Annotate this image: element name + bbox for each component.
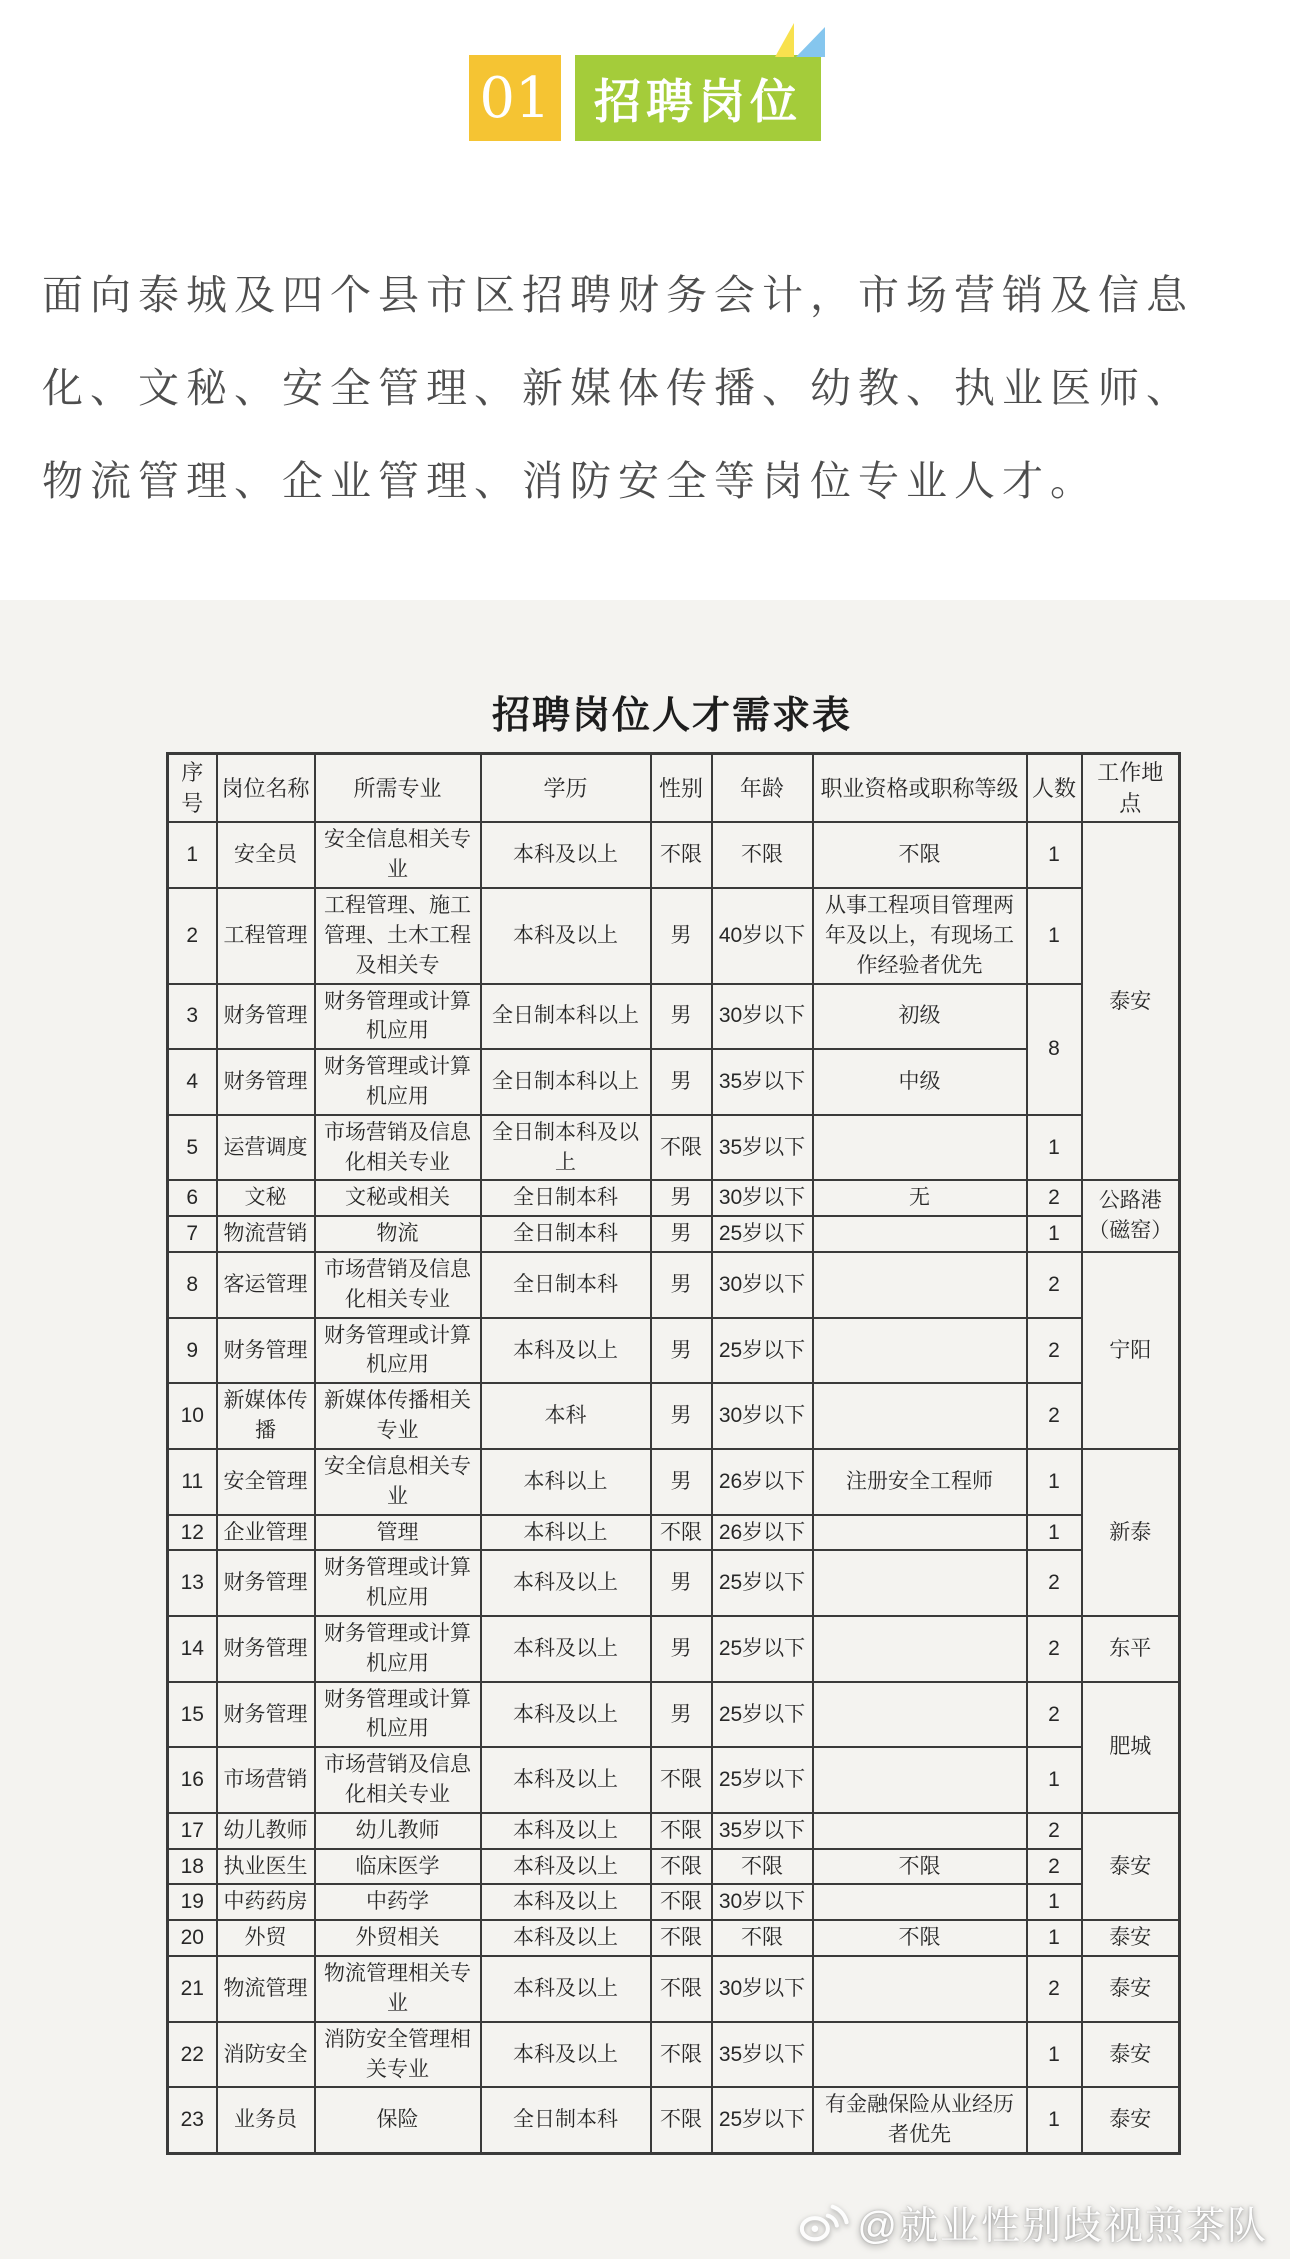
- row-education: 全日制本科: [481, 1216, 651, 1252]
- row-education: 本科及以上: [481, 1884, 651, 1920]
- row-qualification: [813, 1383, 1027, 1449]
- row-qualification: [813, 1216, 1027, 1252]
- row-education: 全日制本科: [481, 2087, 651, 2153]
- watermark-handle: @就业性别歧视煎茶队: [857, 2205, 1268, 2248]
- row-age: 25岁以下: [712, 1616, 813, 1682]
- table-title: 招聘岗位人才需求表: [491, 692, 852, 737]
- row-count: 1: [1027, 1449, 1082, 1515]
- row-gender: 不限: [651, 822, 712, 888]
- row-education: 本科及以上: [481, 1616, 651, 1682]
- row-age: 25岁以下: [712, 1318, 813, 1384]
- column-header: 学历: [481, 754, 651, 823]
- row-count: 1: [1027, 2022, 1082, 2088]
- row-qualification: 不限: [813, 822, 1027, 888]
- row-count: 1: [1027, 2087, 1082, 2153]
- row-count: 1: [1027, 1884, 1082, 1920]
- row-qualification: [813, 1318, 1027, 1384]
- column-header: 序号: [168, 754, 217, 823]
- row-qualification: [813, 1813, 1027, 1849]
- row-location: 宁阳: [1082, 1252, 1180, 1449]
- column-header: 人数: [1027, 754, 1082, 823]
- table-row: [168, 888, 1180, 983]
- row-gender: 男: [651, 1049, 712, 1115]
- row-gender: 不限: [651, 1849, 712, 1885]
- table-row: [168, 1383, 1180, 1449]
- row-major: 临床医学: [315, 1849, 481, 1885]
- row-education: 本科及以上: [481, 822, 651, 888]
- row-gender: 男: [651, 1318, 712, 1384]
- row-position: 物流营销: [217, 1216, 315, 1252]
- table-header-row: [168, 754, 1180, 823]
- row-no: 5: [168, 1115, 217, 1181]
- table-row: [168, 822, 1180, 888]
- row-gender: 男: [651, 1383, 712, 1449]
- row-gender: 男: [651, 1616, 712, 1682]
- column-header: 所需专业: [315, 754, 481, 823]
- row-location: 公路港（磁窑）: [1082, 1180, 1180, 1252]
- intro-line-2: 化、文秘、安全管理、新媒体传播、幼教、执业医师、: [42, 365, 1194, 411]
- row-qualification: [813, 1616, 1027, 1682]
- row-position: 外贸: [217, 1920, 315, 1956]
- row-age: 35岁以下: [712, 1049, 813, 1115]
- row-no: 23: [168, 2087, 217, 2153]
- row-location: 东平: [1082, 1616, 1180, 1682]
- table-row: [168, 1550, 1180, 1616]
- row-qualification: [813, 2022, 1027, 2088]
- row-education: 本科及以上: [481, 1318, 651, 1384]
- row-gender: 男: [651, 1550, 712, 1616]
- row-count: 8: [1027, 984, 1082, 1115]
- row-age: 35岁以下: [712, 1115, 813, 1181]
- intro-line-1: 面向泰城及四个县市区招聘财务会计，市场营销及信息: [42, 272, 1194, 318]
- row-education: 本科以上: [481, 1449, 651, 1515]
- column-header: 性别: [651, 754, 712, 823]
- row-position: 运营调度: [217, 1115, 315, 1181]
- row-major: 财务管理或计算机应用: [315, 984, 481, 1050]
- row-education: 本科及以上: [481, 1747, 651, 1813]
- row-count: 2: [1027, 1252, 1082, 1318]
- row-major: 外贸相关: [315, 1920, 481, 1956]
- row-location: 泰安: [1082, 2022, 1180, 2088]
- row-location: 泰安: [1082, 1920, 1180, 1956]
- table-row: [168, 1956, 1180, 2022]
- row-age: 26岁以下: [712, 1515, 813, 1551]
- row-major: 财务管理或计算机应用: [315, 1550, 481, 1616]
- row-age: 26岁以下: [712, 1449, 813, 1515]
- row-count: 1: [1027, 1216, 1082, 1252]
- watermark: [797, 2195, 1268, 2251]
- row-no: 18: [168, 1849, 217, 1885]
- section-badge: [0, 55, 1290, 141]
- row-age: 30岁以下: [712, 984, 813, 1050]
- row-major: 财务管理或计算机应用: [315, 1616, 481, 1682]
- row-age: 30岁以下: [712, 1956, 813, 2022]
- row-gender: 男: [651, 1252, 712, 1318]
- row-gender: 不限: [651, 1956, 712, 2022]
- table-row: [168, 1884, 1180, 1920]
- row-position: 企业管理: [217, 1515, 315, 1551]
- row-qualification: 注册安全工程师: [813, 1449, 1027, 1515]
- row-major: 物流管理相关专业: [315, 1956, 481, 2022]
- row-age: 不限: [712, 1920, 813, 1956]
- row-qualification: [813, 1956, 1027, 2022]
- row-no: 3: [168, 984, 217, 1050]
- row-qualification: 从事工程项目管理两年及以上，有现场工作经验者优先: [813, 888, 1027, 983]
- badge-title-box: [575, 55, 821, 141]
- row-count: 2: [1027, 1956, 1082, 2022]
- row-major: 新媒体传播相关专业: [315, 1383, 481, 1449]
- row-gender: 不限: [651, 1884, 712, 1920]
- row-age: 25岁以下: [712, 2087, 813, 2153]
- row-qualification: 初级: [813, 984, 1027, 1050]
- decor-triangles-icon: [769, 19, 831, 59]
- row-age: 35岁以下: [712, 1813, 813, 1849]
- table-row: [168, 2087, 1180, 2153]
- row-major: 消防安全管理相关专业: [315, 2022, 481, 2088]
- row-education: 本科及以上: [481, 888, 651, 983]
- row-education: 本科及以上: [481, 1813, 651, 1849]
- row-gender: 不限: [651, 2087, 712, 2153]
- row-education: 本科以上: [481, 1515, 651, 1551]
- row-position: 财务管理: [217, 1318, 315, 1384]
- row-no: 8: [168, 1252, 217, 1318]
- row-position: 工程管理: [217, 888, 315, 983]
- row-major: 财务管理或计算机应用: [315, 1049, 481, 1115]
- row-location: 肥城: [1082, 1682, 1180, 1813]
- row-count: 2: [1027, 1550, 1082, 1616]
- row-major: 物流: [315, 1216, 481, 1252]
- row-no: 15: [168, 1682, 217, 1748]
- row-count: 2: [1027, 1616, 1082, 1682]
- row-education: 全日制本科以上: [481, 984, 651, 1050]
- table-row: [168, 1515, 1180, 1551]
- row-gender: 男: [651, 1216, 712, 1252]
- row-no: 19: [168, 1884, 217, 1920]
- row-count: 2: [1027, 1849, 1082, 1885]
- row-position: 财务管理: [217, 1550, 315, 1616]
- row-major: 幼儿教师: [315, 1813, 481, 1849]
- row-major: 中药学: [315, 1884, 481, 1920]
- row-age: 25岁以下: [712, 1550, 813, 1616]
- row-age: 不限: [712, 1849, 813, 1885]
- row-major: 市场营销及信息化相关专业: [315, 1747, 481, 1813]
- row-major: 财务管理或计算机应用: [315, 1318, 481, 1384]
- row-no: 12: [168, 1515, 217, 1551]
- row-no: 20: [168, 1920, 217, 1956]
- row-qualification: [813, 1884, 1027, 1920]
- row-position: 新媒体传播: [217, 1383, 315, 1449]
- table-row: [168, 1216, 1180, 1252]
- row-location: 新泰: [1082, 1449, 1180, 1616]
- row-education: 本科及以上: [481, 2022, 651, 2088]
- row-count: 2: [1027, 1318, 1082, 1384]
- row-count: 1: [1027, 1747, 1082, 1813]
- row-education: 全日制本科以上: [481, 1049, 651, 1115]
- row-gender: 男: [651, 1449, 712, 1515]
- row-no: 16: [168, 1747, 217, 1813]
- table-row: [168, 1849, 1180, 1885]
- row-location: 泰安: [1082, 822, 1180, 1180]
- row-no: 22: [168, 2022, 217, 2088]
- table-row: [168, 1813, 1180, 1849]
- row-education: 本科及以上: [481, 1920, 651, 1956]
- row-education: 全日制本科: [481, 1180, 651, 1216]
- row-education: 本科: [481, 1383, 651, 1449]
- table-row: [168, 1682, 1180, 1748]
- row-qualification: [813, 1747, 1027, 1813]
- row-gender: 男: [651, 984, 712, 1050]
- row-education: 本科及以上: [481, 1956, 651, 2022]
- row-position: 幼儿教师: [217, 1813, 315, 1849]
- row-position: 安全员: [217, 822, 315, 888]
- row-count: 2: [1027, 1180, 1082, 1216]
- row-qualification: 无: [813, 1180, 1027, 1216]
- badge-number: 01: [469, 55, 561, 141]
- weibo-icon: [797, 2202, 849, 2244]
- row-gender: 不限: [651, 1747, 712, 1813]
- table-row: [168, 1115, 1180, 1181]
- row-no: 2: [168, 888, 217, 983]
- row-no: 14: [168, 1616, 217, 1682]
- table-row: [168, 1920, 1180, 1956]
- table-row: [168, 1616, 1180, 1682]
- row-no: 9: [168, 1318, 217, 1384]
- row-position: 物流管理: [217, 1956, 315, 2022]
- row-no: 4: [168, 1049, 217, 1115]
- row-gender: 男: [651, 888, 712, 983]
- row-position: 财务管理: [217, 984, 315, 1050]
- table-row: [168, 1252, 1180, 1318]
- column-header: 工作地点: [1082, 754, 1180, 823]
- row-age: 30岁以下: [712, 1252, 813, 1318]
- row-age: 30岁以下: [712, 1383, 813, 1449]
- row-position: 市场营销: [217, 1747, 315, 1813]
- row-location: 泰安: [1082, 1813, 1180, 1920]
- table-row: [168, 1747, 1180, 1813]
- row-major: 保险: [315, 2087, 481, 2153]
- row-count: 1: [1027, 1515, 1082, 1551]
- row-education: 全日制本科及以上: [481, 1115, 651, 1181]
- row-gender: 不限: [651, 1920, 712, 1956]
- row-major: 市场营销及信息化相关专业: [315, 1252, 481, 1318]
- table-row: [168, 1318, 1180, 1384]
- table-row: [168, 984, 1180, 1050]
- row-no: 17: [168, 1813, 217, 1849]
- row-qualification: 中级: [813, 1049, 1027, 1115]
- row-gender: 不限: [651, 2022, 712, 2088]
- row-position: 文秘: [217, 1180, 315, 1216]
- row-qualification: [813, 1682, 1027, 1748]
- row-age: 35岁以下: [712, 2022, 813, 2088]
- row-no: 10: [168, 1383, 217, 1449]
- column-header: 年龄: [712, 754, 813, 823]
- row-education: 本科及以上: [481, 1682, 651, 1748]
- row-education: 全日制本科: [481, 1252, 651, 1318]
- row-position: 财务管理: [217, 1616, 315, 1682]
- row-major: 财务管理或计算机应用: [315, 1682, 481, 1748]
- row-gender: 男: [651, 1180, 712, 1216]
- row-no: 13: [168, 1550, 217, 1616]
- row-no: 21: [168, 1956, 217, 2022]
- row-position: 执业医生: [217, 1849, 315, 1885]
- row-position: 财务管理: [217, 1049, 315, 1115]
- table-row: [168, 2022, 1180, 2088]
- intro-paragraph: [42, 249, 1254, 528]
- row-count: 1: [1027, 1115, 1082, 1181]
- row-qualification: [813, 1550, 1027, 1616]
- row-major: 工程管理、施工管理、土木工程及相关专: [315, 888, 481, 983]
- row-gender: 男: [651, 1682, 712, 1748]
- row-age: 30岁以下: [712, 1884, 813, 1920]
- row-count: 1: [1027, 822, 1082, 888]
- row-count: 2: [1027, 1682, 1082, 1748]
- row-age: 25岁以下: [712, 1747, 813, 1813]
- row-position: 客运管理: [217, 1252, 315, 1318]
- requirements-table: [166, 752, 1181, 2155]
- row-age: 25岁以下: [712, 1682, 813, 1748]
- badge-title-label: 招聘岗位: [594, 74, 802, 128]
- row-qualification: [813, 1515, 1027, 1551]
- row-qualification: 不限: [813, 1849, 1027, 1885]
- row-qualification: 不限: [813, 1920, 1027, 1956]
- row-position: 业务员: [217, 2087, 315, 2153]
- row-position: 中药药房: [217, 1884, 315, 1920]
- intro-line-3: 物流管理、企业管理、消防安全等岗位专业人才。: [42, 458, 1098, 504]
- row-education: 本科及以上: [481, 1550, 651, 1616]
- row-age: 40岁以下: [712, 888, 813, 983]
- row-count: 2: [1027, 1813, 1082, 1849]
- row-major: 安全信息相关专业: [315, 1449, 481, 1515]
- row-no: 6: [168, 1180, 217, 1216]
- row-count: 1: [1027, 1920, 1082, 1956]
- column-header: 职业资格或职称等级: [813, 754, 1027, 823]
- row-major: 管理: [315, 1515, 481, 1551]
- row-gender: 不限: [651, 1115, 712, 1181]
- row-location: 泰安: [1082, 2087, 1180, 2153]
- row-major: 文秘或相关: [315, 1180, 481, 1216]
- table-row: [168, 1449, 1180, 1515]
- row-major: 市场营销及信息化相关专业: [315, 1115, 481, 1181]
- row-qualification: 有金融保险从业经历者优先: [813, 2087, 1027, 2153]
- row-position: 财务管理: [217, 1682, 315, 1748]
- row-position: 消防安全: [217, 2022, 315, 2088]
- row-location: 泰安: [1082, 1956, 1180, 2022]
- column-header: 岗位名称: [217, 754, 315, 823]
- row-no: 7: [168, 1216, 217, 1252]
- row-age: 30岁以下: [712, 1180, 813, 1216]
- row-gender: 不限: [651, 1515, 712, 1551]
- row-education: 本科及以上: [481, 1849, 651, 1885]
- row-no: 1: [168, 822, 217, 888]
- row-count: 1: [1027, 888, 1082, 983]
- table-row: [168, 1180, 1180, 1216]
- row-age: 25岁以下: [712, 1216, 813, 1252]
- row-count: 2: [1027, 1383, 1082, 1449]
- row-age: 不限: [712, 822, 813, 888]
- photo-section: [0, 600, 1290, 2259]
- row-gender: 不限: [651, 1813, 712, 1849]
- row-qualification: [813, 1252, 1027, 1318]
- row-position: 安全管理: [217, 1449, 315, 1515]
- row-qualification: [813, 1115, 1027, 1181]
- row-major: 安全信息相关专业: [315, 822, 481, 888]
- row-no: 11: [168, 1449, 217, 1515]
